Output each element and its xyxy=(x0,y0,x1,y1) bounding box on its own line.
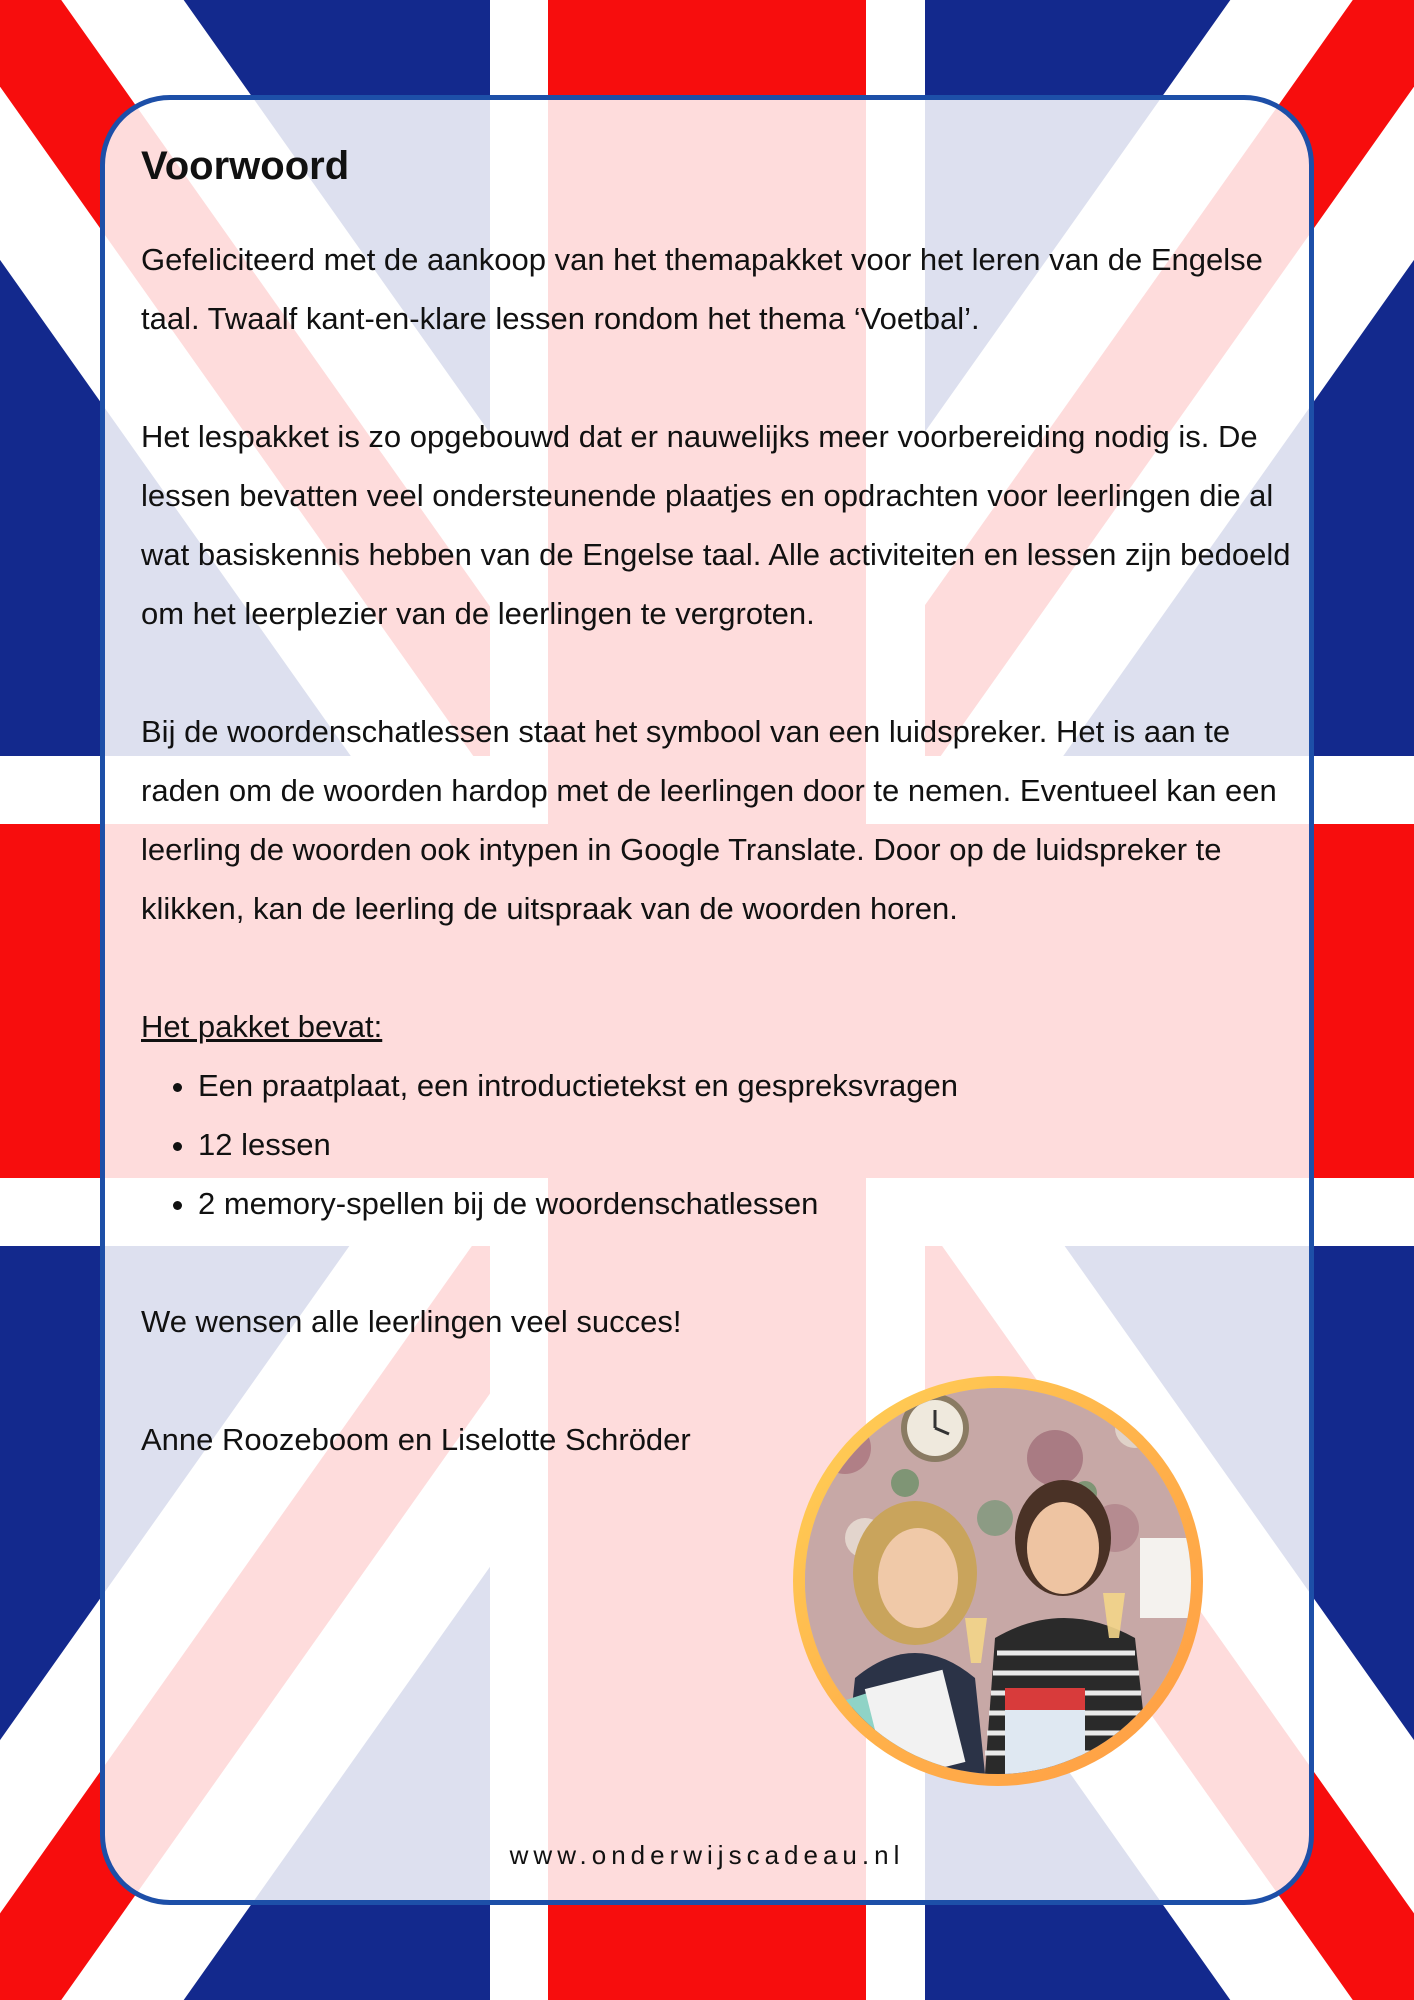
main-content xyxy=(141,140,1291,1469)
package-contents-list xyxy=(141,1056,1291,1233)
vocabulary-paragraph: Bij de woordenschatlessen staat het symbool van een luidspreker. Het is aan te raden om de woorden hardop met de leerlingen door te nemen. Eventueel kan een leerling de woorden ook intypen in Google Translate. Door op de luidspreker te klikken, kan de leerling de uitspraak van de woorden horen. xyxy=(141,714,1277,926)
website-footer[interactable]: www.onderwijscadeau.nl xyxy=(509,1840,905,1870)
list-item: • 2 memory-spellen bij de woordenschatlessen xyxy=(198,1174,1291,1233)
package-description-paragraph: Het lespakket is zo opgebouwd dat er nauwelijks meer voorbereiding nodig is. De lessen bevatten veel ondersteunende plaatjes en opdrachten voor leerlingen die al wat basiskennis hebben van de Engelse taal. Alle activiteiten en lessen zijn bedoeld om het leerplezier van de leerlingen te vergroten. xyxy=(141,419,1291,631)
page-title: Voorwoord xyxy=(141,144,350,188)
package-contents-heading: Het pakket bevat: xyxy=(141,1009,383,1044)
content-card xyxy=(100,95,1314,1905)
author-signature: Anne Roozeboom en Liselotte Schröder xyxy=(141,1422,691,1457)
author-photo-ring xyxy=(793,1376,1203,1786)
list-item: • Een praatplaat, een introductietekst en gespreksvragen xyxy=(198,1056,1291,1115)
authors-photo xyxy=(805,1388,1191,1774)
intro-paragraph: Gefeliciteerd met de aankoop van het themapakket voor het leren van de Engelse taal. Twaalf kant-en-klare lessen rondom het thema ‘Voetbal’. xyxy=(141,242,1263,336)
closing-sentence: We wensen alle leerlingen veel succes! xyxy=(141,1304,682,1339)
list-item: • 12 lessen xyxy=(198,1115,1291,1174)
